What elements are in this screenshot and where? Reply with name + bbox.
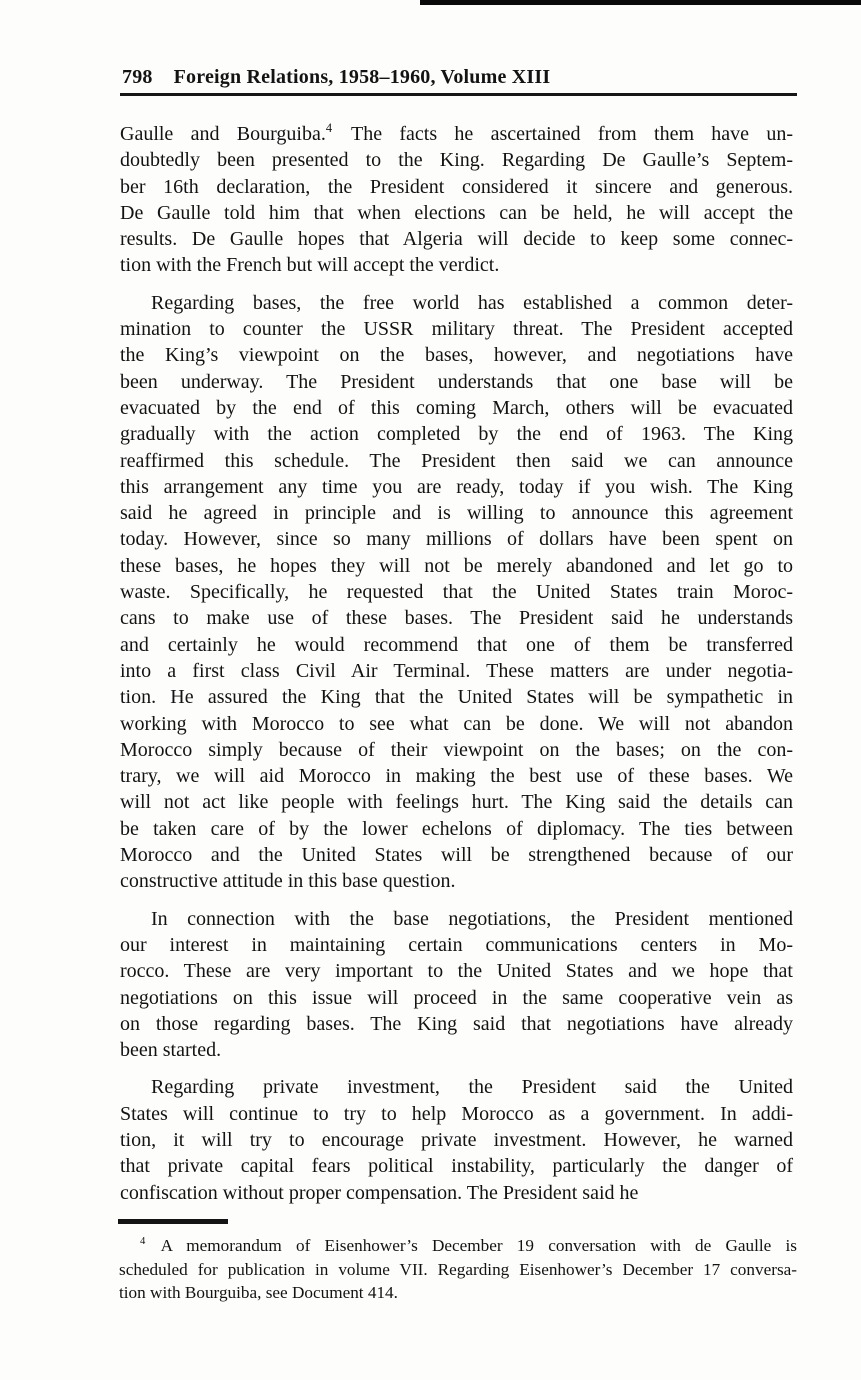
text-line: these bases, he hopes they will not be merely abandoned and let go to <box>120 554 793 577</box>
text-line: Regarding private investment, the President said the United <box>151 1076 793 1099</box>
text-line: waste. Specifically, he requested that the United States train Moroc- <box>120 581 793 604</box>
footnote-reference-marker: 4 <box>325 121 333 136</box>
paragraph <box>120 1074 793 1205</box>
text-line: confiscation without proper compensation. The President said he <box>120 1181 639 1204</box>
text-line: ber 16th declaration, the President considered it sincere and generous. <box>120 175 793 198</box>
text-line: negotiations on this issue will proceed in the same cooperative vein as <box>120 986 793 1009</box>
text-line: Morocco and the United States will be strengthened because of our <box>120 844 793 867</box>
text-line: our interest in maintaining certain communications centers in Mo- <box>120 933 793 956</box>
text-line: tion with Bourguiba, see Document 414. <box>119 1283 398 1303</box>
text-line: on those regarding bases. The King said that negotiations have already <box>120 1012 793 1035</box>
scan-artifact-top-bar <box>420 0 861 5</box>
running-title: Foreign Relations, 1958–1960, Volume XIII <box>173 66 551 88</box>
text-line: constructive attitude in this base question. <box>120 870 456 893</box>
text-line: and certainly he would recommend that one of them be transferred <box>120 633 793 656</box>
text-line: De Gaulle told him that when elections can be held, he will accept the <box>120 201 793 224</box>
page-body-text <box>120 121 793 1206</box>
text-line: working with Morocco to see what can be done. We will not abandon <box>120 712 793 735</box>
text-line: doubtedly been presented to the King. Regarding De Gaulle’s Septem- <box>120 149 793 172</box>
paragraph <box>120 290 793 895</box>
text-line: trary, we will aid Morocco in making the best use of these bases. We <box>120 765 793 788</box>
text-line: be taken care of by the lower echelons of diplomacy. The ties between <box>120 817 793 840</box>
text-line: Regarding bases, the free world has established a common deter- <box>151 291 793 314</box>
footnote <box>119 1234 797 1305</box>
text-line: this arrangement any time you are ready, today if you wish. The King <box>120 475 793 498</box>
text-line: today. However, since so many millions of dollars have been spent on <box>120 528 793 551</box>
footnote-reference-marker: 4 <box>140 1236 146 1248</box>
text-line: results. De Gaulle hopes that Algeria will decide to keep some connec- <box>120 228 793 251</box>
text-line: $^4$ A memorandum of Eisenhower’s December 19 conversation with de Gaulle is <box>140 1236 797 1255</box>
header-rule <box>120 93 797 96</box>
running-header <box>122 66 797 89</box>
text-line: evacuated by the end of this coming March, others will be evacuated <box>120 396 793 419</box>
text-line: In connection with the base negotiations, the President mentioned <box>151 907 793 930</box>
text-line: cans to make use of these bases. The President said he understands <box>120 607 793 630</box>
text-line: into a first class Civil Air Terminal. These matters are under negotia- <box>120 659 793 682</box>
page-number: 798 <box>122 66 153 88</box>
paragraph <box>120 121 793 279</box>
text-line: the King’s viewpoint on the bases, however, and negotiations have <box>120 344 793 367</box>
text-line: mination to counter the USSR military threat. The President accepted <box>120 318 793 341</box>
paragraph <box>120 906 793 1064</box>
text-line: scheduled for publication in volume VII. Regarding Eisenhower’s December 17 conversa- <box>119 1259 797 1279</box>
text-line: States will continue to try to help Morocco as a government. In addi- <box>120 1102 793 1125</box>
text-line: that private capital fears political instability, particularly the danger of <box>120 1155 793 1178</box>
text-line: been underway. The President understands that one base will be <box>120 370 793 393</box>
text-line: Morocco simply because of their viewpoint on the bases; on the con- <box>120 738 793 761</box>
text-line: reaffirmed this schedule. The President then said we can announce <box>120 449 793 472</box>
text-line: tion with the French but will accept the verdict. <box>120 254 500 277</box>
text-line: tion, it will try to encourage private investment. However, he warned <box>120 1128 793 1151</box>
text-line: gradually with the action completed by the end of 1963. The King <box>120 423 793 446</box>
text-line: rocco. These are very important to the United States and we hope that <box>120 960 793 983</box>
text-line: will not act like people with feelings hurt. The King said the details can <box>120 791 793 814</box>
text-line: tion. He assured the King that the United States will be sympathetic in <box>120 686 793 709</box>
text-line: been started. <box>120 1039 222 1062</box>
text-line: said he agreed in principle and is willing to announce this agreement <box>120 502 793 525</box>
text-line: Gaulle and Bourguiba.$^4$ The facts he ascertained from them have un- <box>120 121 793 145</box>
footnote-separator-rule <box>118 1219 228 1224</box>
